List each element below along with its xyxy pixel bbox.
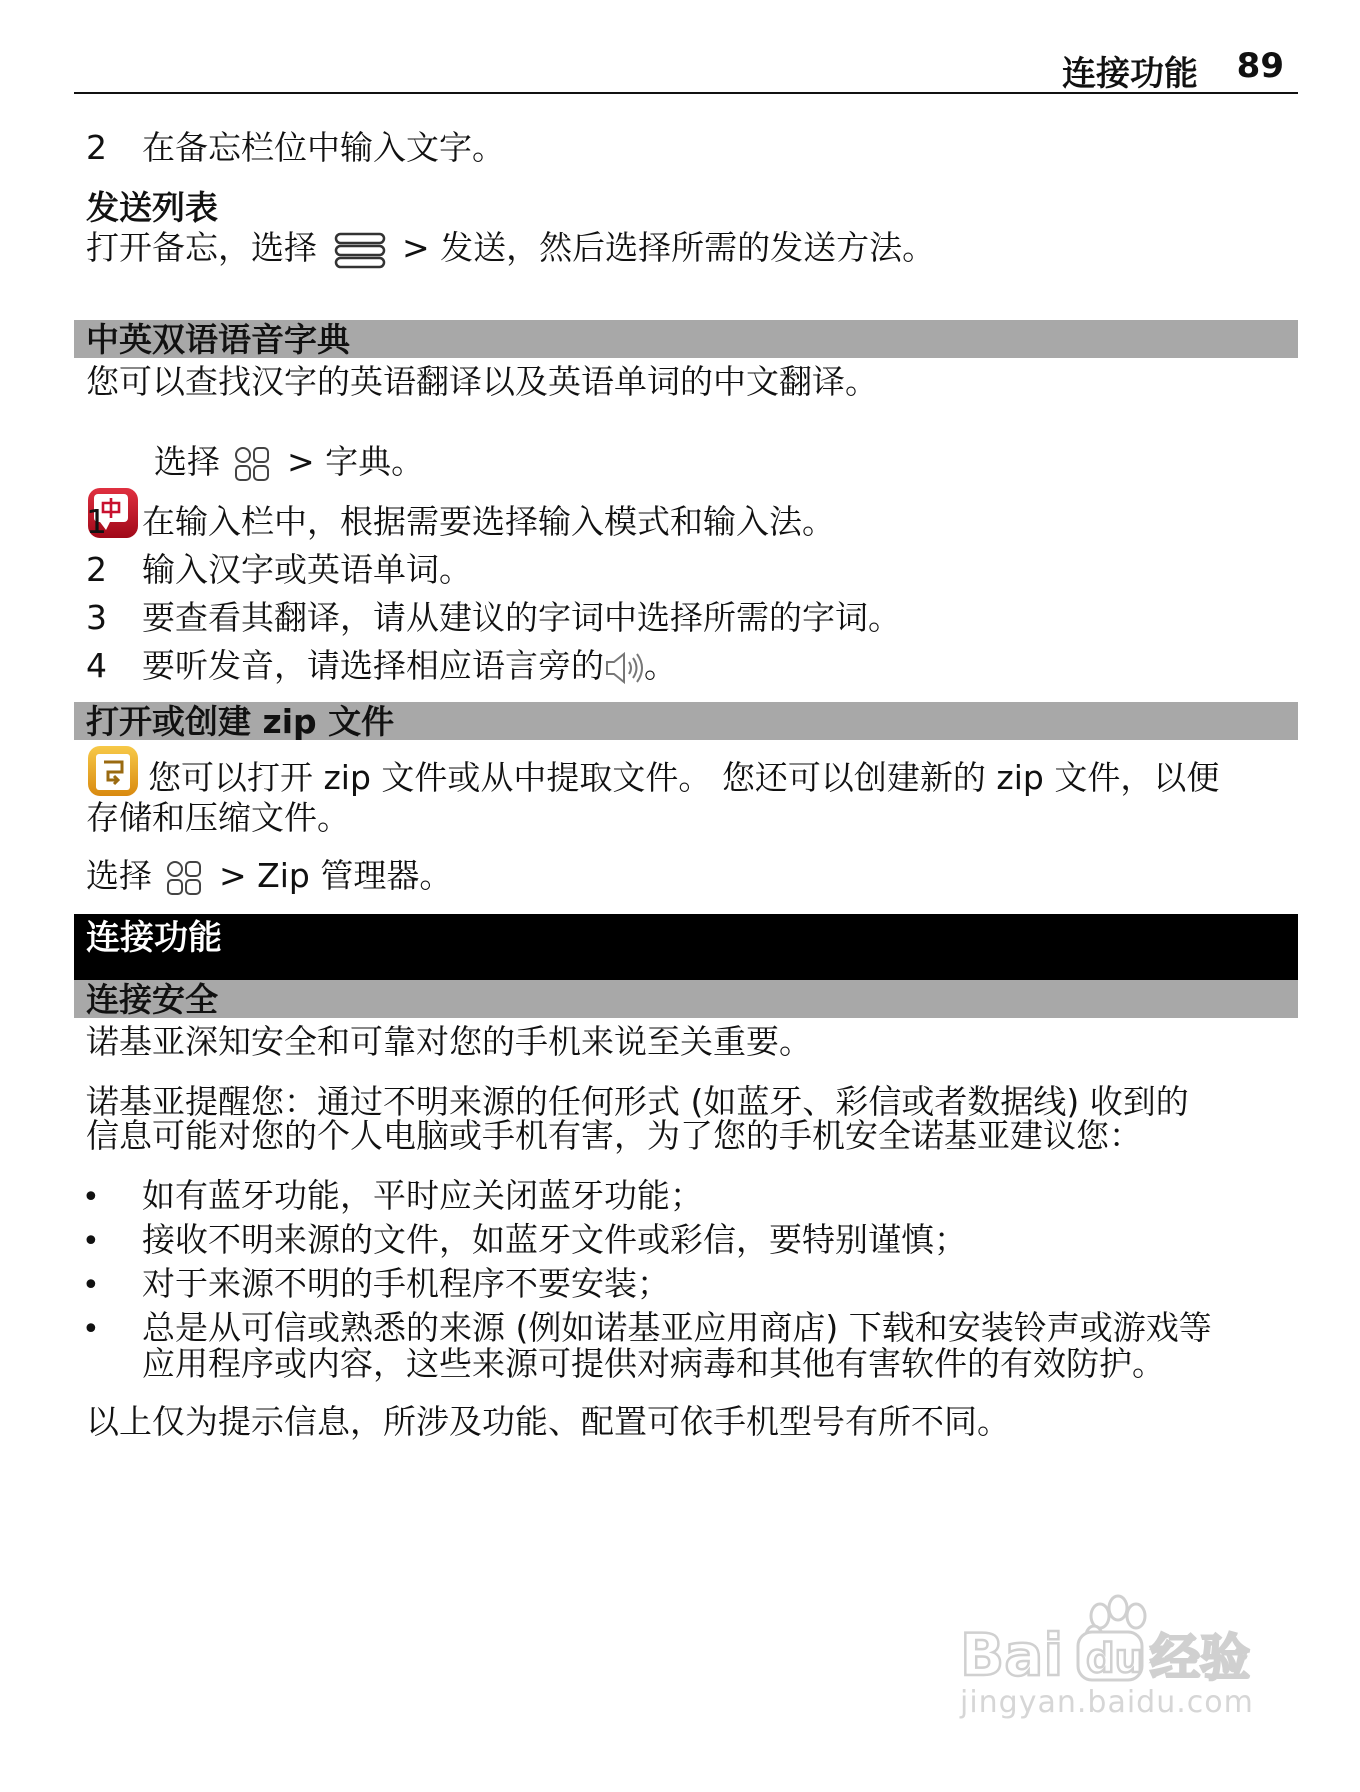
svg-text:du: du bbox=[1086, 1636, 1144, 1682]
chapter-bar bbox=[74, 914, 1298, 988]
zip-select-post: > Zip 管理器。 bbox=[219, 856, 453, 895]
dictionary-select-post: > 字典。 bbox=[287, 442, 425, 481]
dictionary-section-title: 中英双语语音字典 bbox=[86, 320, 350, 359]
security-section-title: 连接安全 bbox=[86, 980, 218, 1019]
zip-intro-line1: 您可以打开 zip 文件或从中提取文件。 您还可以创建新的 zip 文件，以便 bbox=[148, 758, 1220, 797]
security-section-bar bbox=[74, 980, 1298, 1018]
svg-text:Bai: Bai bbox=[960, 1621, 1064, 1689]
dictionary-step-number: 1 bbox=[86, 502, 107, 541]
zip-app-icon bbox=[86, 744, 142, 800]
bullet-item: 对于来源不明的手机程序不要安装； bbox=[142, 1264, 670, 1303]
dictionary-select-pre: 选择 bbox=[154, 442, 220, 481]
bullet-marker: • bbox=[82, 1224, 100, 1259]
dictionary-select-instruction bbox=[154, 440, 424, 484]
security-para2-line1: 诺基亚提醒您：通过不明来源的任何形式 (如蓝牙、彩信或者数据线) 收到的 bbox=[86, 1082, 1189, 1121]
dictionary-step-number: 4 bbox=[86, 646, 107, 685]
send-list-post: > 发送，然后选择所需的发送方法。 bbox=[402, 228, 936, 267]
bullet-item: 如有蓝牙功能，平时应关闭蓝牙功能； bbox=[142, 1176, 703, 1215]
zip-select-instruction bbox=[86, 854, 452, 898]
dictionary-step-text: 输入汉字或英语单词。 bbox=[142, 550, 472, 589]
bullet-marker: • bbox=[82, 1268, 100, 1303]
menu-icon bbox=[334, 231, 386, 269]
running-header bbox=[74, 40, 1298, 94]
dictionary-step-number: 3 bbox=[86, 598, 107, 637]
footer-note: 以上仅为提示信息，所涉及功能、配置可依手机型号有所不同。 bbox=[86, 1402, 1010, 1441]
watermark-url: jingyan.baidu.com bbox=[960, 1685, 1254, 1720]
svg-text:经验: 经验 bbox=[1150, 1629, 1250, 1687]
speaker-icon bbox=[604, 650, 644, 686]
zip-intro-line2: 存储和压缩文件。 bbox=[86, 798, 350, 837]
zip-section-title: 打开或创建 zip 文件 bbox=[86, 702, 395, 741]
security-para2-line2: 信息可能对您的个人电脑或手机有害，为了您的手机安全诺基亚建议您： bbox=[86, 1116, 1142, 1155]
bullet-item: 接收不明来源的文件，如蓝牙文件或彩信，要特别谨慎； bbox=[142, 1220, 967, 1259]
chapter-title: 连接功能 bbox=[86, 918, 222, 958]
dictionary-step-text-with-icon bbox=[142, 644, 677, 688]
dictionary-step-text: 要查看其翻译，请从建议的字词中选择所需的字词。 bbox=[142, 598, 901, 637]
dictionary-step-text: 在输入栏中，根据需要选择输入模式和输入法。 bbox=[142, 502, 835, 541]
memo-step-number: 2 bbox=[86, 128, 107, 167]
zip-select-pre: 选择 bbox=[86, 856, 152, 895]
apps-grid-icon bbox=[233, 445, 271, 483]
page-number: 89 bbox=[1236, 46, 1284, 86]
bullet-item: 总是从可信或熟悉的来源 (例如诺基亚应用商店) 下载和安装铃声或游戏等 bbox=[142, 1308, 1212, 1347]
dictionary-step-text: 要听发音，请选择相应语言旁的 bbox=[142, 646, 604, 685]
zip-section-bar bbox=[74, 702, 1298, 740]
dictionary-step-number: 2 bbox=[86, 550, 107, 589]
dictionary-section-bar bbox=[74, 320, 1298, 358]
send-list-instruction bbox=[86, 226, 935, 270]
dictionary-step-suffix: 。 bbox=[644, 646, 677, 685]
apps-grid-icon bbox=[165, 859, 203, 897]
send-list-pre: 打开备忘，选择 bbox=[86, 228, 317, 267]
header-title: 连接功能 bbox=[1062, 54, 1198, 94]
dictionary-intro: 您可以查找汉字的英语翻译以及英语单词的中文翻译。 bbox=[86, 362, 878, 401]
security-para1: 诺基亚深知安全和可靠对您的手机来说至关重要。 bbox=[86, 1022, 812, 1061]
bullet-marker: • bbox=[82, 1312, 100, 1347]
memo-step-text: 在备忘栏位中输入文字。 bbox=[142, 128, 505, 167]
send-list-heading: 发送列表 bbox=[86, 188, 218, 227]
bullet-item-continuation: 应用程序或内容，这些来源可提供对病毒和其他有害软件的有效防护。 bbox=[142, 1344, 1165, 1383]
bullet-marker: • bbox=[82, 1180, 100, 1215]
